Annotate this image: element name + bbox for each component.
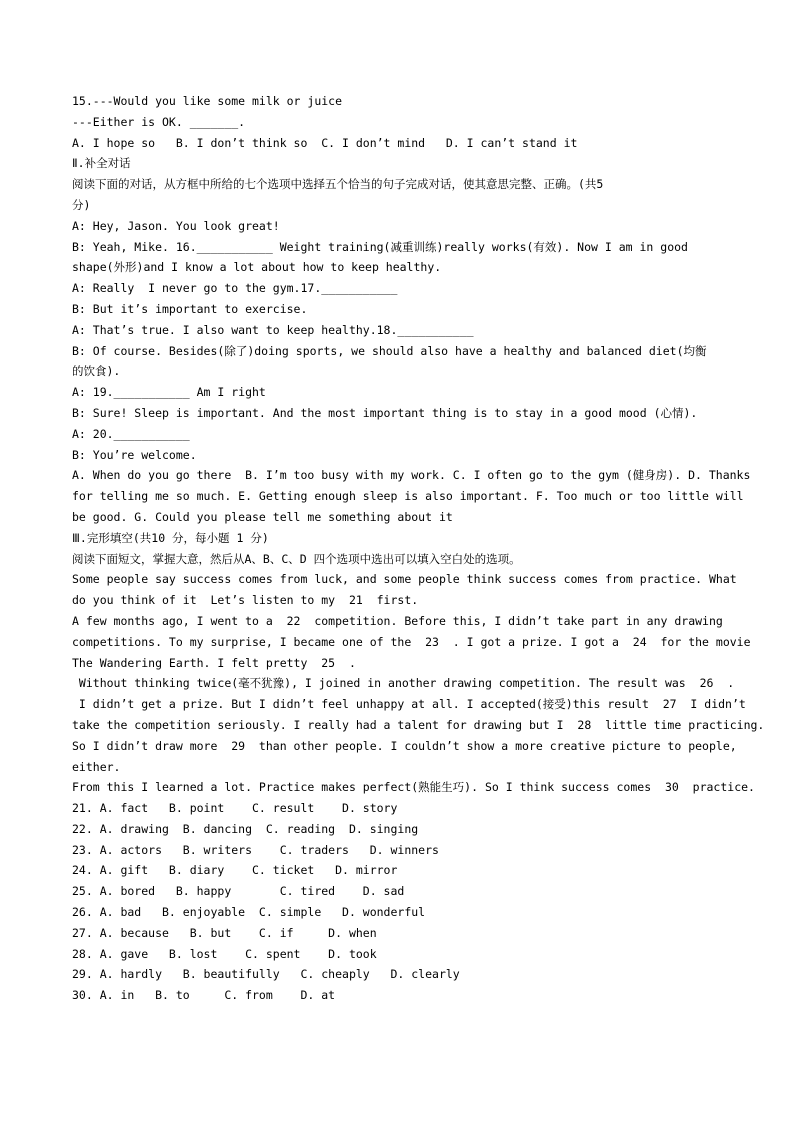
- section-ii-instructions: 分): [72, 197, 91, 212]
- dialogue-line: A: Hey, Jason. You look great!: [72, 218, 280, 233]
- dialogue-line: A: Really I never go to the gym.17.___________: [72, 281, 398, 296]
- cloze-passage-line: competitions. To my surprise, I became one of the 23 . I got a prize. I got a 24 for the movie: [72, 634, 751, 649]
- cloze-passage-line: A few months ago, I went to a 22 competition. Before this, I didn’t take part in any drawing: [72, 613, 723, 628]
- dialogue-line: A: 20.___________: [72, 426, 190, 441]
- dialogue-line: B: Of course. Besides(除了)doing sports, we should also have a healthy and balanced diet(均衡: [72, 343, 707, 358]
- question-15-options: A. I hope so B. I don’t think so C. I don’t mind D. I can’t stand it: [72, 135, 578, 150]
- dialogue-line: B: But it’s important to exercise.: [72, 301, 308, 316]
- cloze-passage-line: do you think of it Let’s listen to my 21 first.: [72, 593, 419, 608]
- cloze-option-line: 22. A. drawing B. dancing C. reading D. singing: [72, 821, 419, 836]
- dialogue-line: B: You’re welcome.: [72, 447, 197, 462]
- dialogue-line: B: Yeah, Mike. 16.___________ Weight training(减重训练)really works(有效). Now I am in good: [72, 239, 688, 254]
- cloze-passage-line: Without thinking twice(毫不犹豫), I joined in another drawing competition. The result was 26 .: [72, 676, 735, 691]
- cloze-passage-line: take the competition seriously. I really had a talent for drawing but I 28 little time practicing.: [72, 717, 765, 732]
- options-box-line: A. When do you go there B. I’m too busy with my work. C. I often go to the gym (健身房). D. Thanks: [72, 468, 751, 483]
- dialogue-line: A: 19.___________ Am I right: [72, 385, 266, 400]
- section-ii-instructions: 阅读下面的对话，从方框中所给的七个选项中选择五个恰当的句子完成对话，使其意思完整、正确。(共5: [72, 177, 604, 192]
- cloze-passage-line: From this I learned a lot. Practice makes perfect(熟能生巧). So I think success comes 30 practice.: [72, 780, 755, 795]
- section-iii-heading: Ⅲ.完形填空(共10 分，每小题 1 分): [72, 530, 269, 545]
- cloze-option-line: 21. A. fact B. point C. result D. story: [72, 801, 398, 816]
- dialogue-line: B: Sure! Sleep is important. And the most important thing is to stay in a good mood (心情).: [72, 405, 698, 420]
- cloze-passage-line: The Wandering Earth. I felt pretty 25 .: [72, 655, 356, 670]
- dialogue-line: A: That’s true. I also want to keep healthy.18.___________: [72, 322, 474, 337]
- options-box-line: be good. G. Could you please tell me something about it: [72, 509, 453, 524]
- cloze-option-line: 24. A. gift B. diary C. ticket D. mirror: [72, 863, 398, 878]
- cloze-option-line: 28. A. gave B. lost C. spent D. took: [72, 946, 377, 961]
- cloze-option-line: 30. A. in B. to C. from D. at: [72, 988, 336, 1003]
- cloze-option-line: 23. A. actors B. writers C. traders D. winners: [72, 842, 439, 857]
- options-box-line: for telling me so much. E. Getting enough sleep is also important. F. Too much or too little will: [72, 489, 744, 504]
- section-ii-heading: Ⅱ.补全对话: [72, 156, 131, 171]
- cloze-passage-line: either.: [72, 759, 121, 774]
- cloze-passage-line: I didn’t get a prize. But I didn’t feel unhappy at all. I accepted(接受)this result 27 I didn’t: [72, 697, 746, 712]
- cloze-option-line: 26. A. bad B. enjoyable C. simple D. wonderful: [72, 905, 426, 920]
- cloze-option-line: 27. A. because B. but C. if D. when: [72, 925, 377, 940]
- dialogue-line: 的饮食).: [72, 364, 121, 379]
- question-15-line: 15.---Would you like some milk or juice: [72, 94, 343, 108]
- cloze-passage-line: Some people say success comes from luck, and some people think success comes from practice. What: [72, 572, 737, 587]
- dialogue-line: shape(外形)and I know a lot about how to keep healthy.: [72, 260, 442, 275]
- cloze-option-line: 25. A. bored B. happy C. tired D. sad: [72, 884, 405, 899]
- cloze-option-line: 29. A. hardly B. beautifully C. cheaply D. clearly: [72, 967, 460, 982]
- question-15-line: ---Either is OK. _______.: [72, 114, 246, 129]
- section-iii-instructions: 阅读下面短文，掌握大意，然后从A、B、C、D 四个选项中选出可以填入空白处的选项。: [72, 551, 521, 566]
- cloze-passage-line: So I didn’t draw more 29 than other people. I couldn’t show a more creative picture to people,: [72, 738, 737, 753]
